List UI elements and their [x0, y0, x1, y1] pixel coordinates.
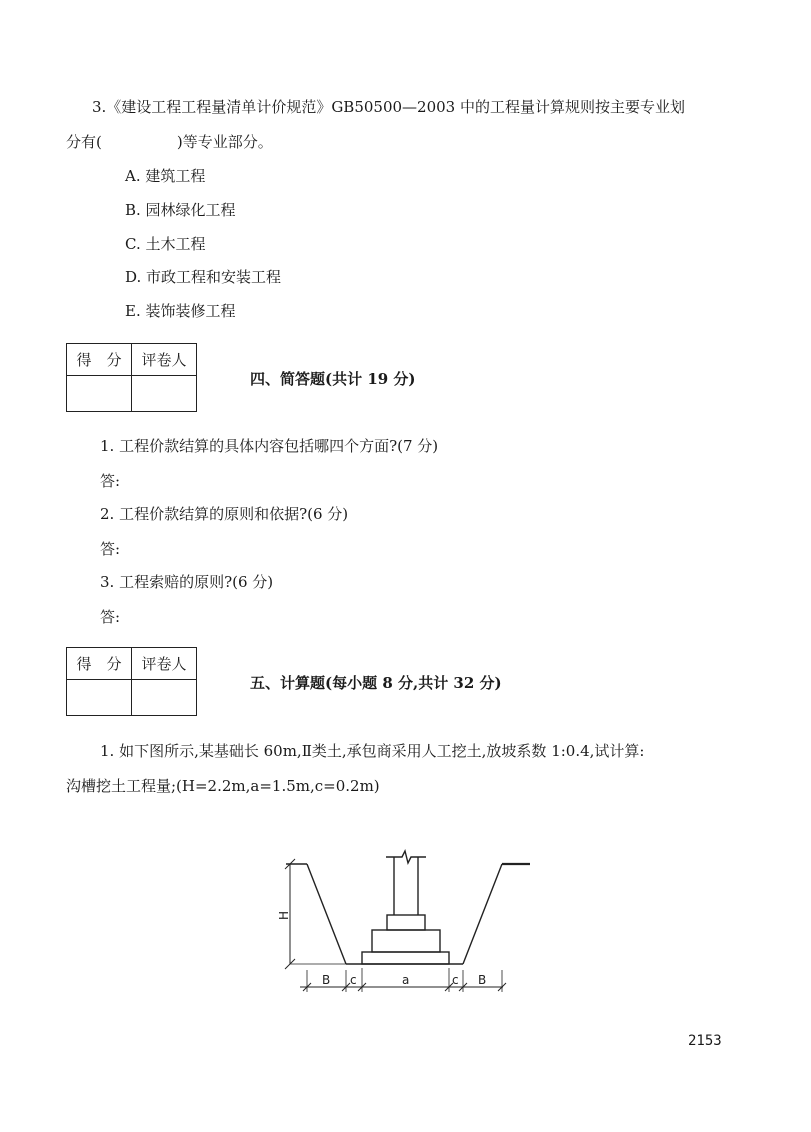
footing-step-3: [387, 915, 425, 930]
q3-option-e: E. 装饰装修工程: [125, 302, 236, 320]
grader-cell[interactable]: [132, 376, 197, 412]
label-c-right: c: [452, 973, 459, 987]
s4-question-3: 3. 工程索赔的原则?(6 分): [100, 573, 274, 591]
section4-title: 四、简答题(共计 19 分): [250, 370, 416, 388]
grader-cell[interactable]: [132, 680, 197, 716]
score-cell[interactable]: [67, 376, 132, 412]
label-a: a: [402, 973, 410, 987]
slope-right: [463, 864, 502, 964]
slope-left: [307, 864, 346, 964]
q3-line2: 分有( )等专业部分。: [66, 133, 273, 151]
footing-step-1: [362, 952, 449, 964]
label-B-right: B: [478, 973, 487, 987]
score-table-section5: [66, 647, 197, 716]
column-break-mark: [386, 851, 426, 863]
s5-question-1-line2: 沟槽挖土工程量;(H=2.2m,a=1.5m,c=0.2m): [66, 777, 380, 795]
label-H: H: [277, 910, 291, 920]
s4-question-2: 2. 工程价款结算的原则和依据?(6 分): [100, 505, 349, 523]
s4-answer-3: 答:: [100, 608, 121, 626]
q3-option-b: B. 园林绿化工程: [125, 201, 236, 219]
score-cell[interactable]: [67, 680, 132, 716]
page-number: 2153: [688, 1033, 722, 1049]
label-B-left: B: [322, 973, 331, 987]
footing-step-2: [372, 930, 440, 952]
score-header: 得 分: [67, 648, 132, 680]
q3-option-c: C. 土木工程: [125, 235, 206, 253]
q3-option-d: D. 市政工程和安装工程: [125, 268, 282, 286]
s4-answer-2: 答:: [100, 540, 121, 558]
grader-header: 评卷人: [132, 648, 197, 680]
s5-question-1-line1: 1. 如下图所示,某基础长 60m,Ⅱ类土,承包商采用人工挖土,放坡系数 1:0.4,试计算:: [100, 742, 645, 760]
grader-header: 评卷人: [132, 344, 197, 376]
s4-answer-1: 答:: [100, 472, 121, 490]
q3-line1: 3.《建设工程工程量清单计价规范》GB50500—2003 中的工程量计算规则按主要专业划: [92, 98, 685, 116]
section5-title: 五、计算题(每小题 8 分,共计 32 分): [250, 674, 502, 692]
score-header: 得 分: [67, 344, 132, 376]
score-table-section4: [66, 343, 197, 412]
s4-question-1: 1. 工程价款结算的具体内容包括哪四个方面?(7 分): [100, 437, 439, 455]
trench-cross-section-figure: [270, 845, 540, 995]
q3-option-a: A. 建筑工程: [125, 167, 206, 185]
label-c-left: c: [350, 973, 357, 987]
